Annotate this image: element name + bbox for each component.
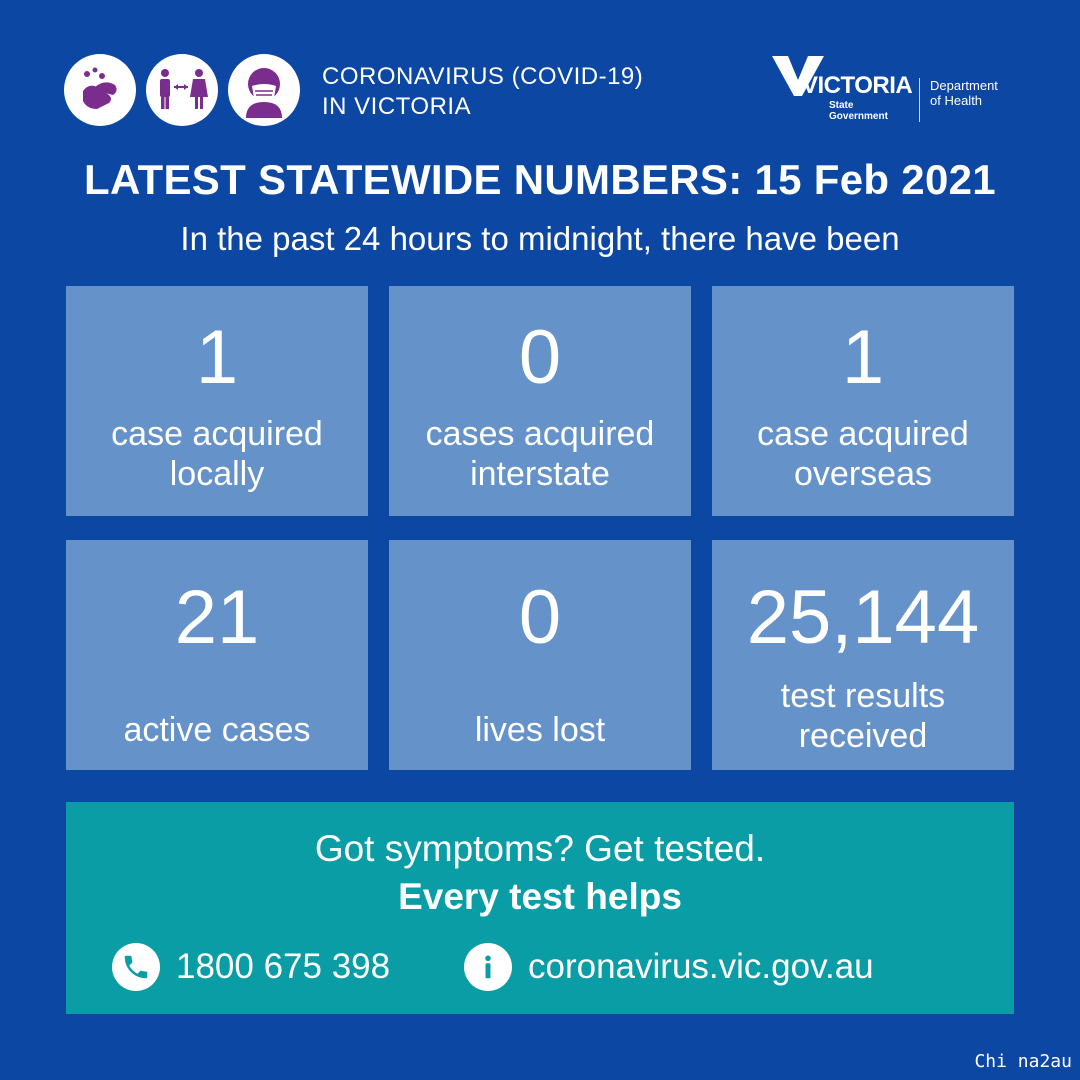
brand-line-2: IN VICTORIA (322, 93, 472, 120)
government-label: Government (829, 111, 888, 122)
stat-label-line-2: interstate (470, 455, 610, 493)
stat-label (781, 676, 945, 756)
victoria-wordmark: VICTORIA (802, 72, 913, 99)
watermark: Chi na2au (974, 1051, 1072, 1072)
stat-value: 21 (174, 575, 260, 660)
header (64, 52, 1019, 132)
stat-label-line-1: case acquired (757, 415, 969, 453)
stat-value: 0 (518, 315, 562, 400)
stat-value: 25,144 (746, 575, 980, 660)
website-link[interactable]: coronavirus.vic.gov.au (528, 947, 874, 986)
stat-label-line-1: test results (780, 677, 946, 715)
info-icon (464, 943, 512, 991)
stat-tile-lives-lost (389, 540, 691, 770)
banner-tagline: Every test helps (398, 876, 682, 917)
stat-value: 1 (195, 315, 239, 400)
stat-label-line-2: locally (169, 455, 265, 493)
phone-contact[interactable] (112, 942, 390, 992)
of-health-label: of Health (930, 93, 983, 108)
stat-label-line-1: case acquired (111, 415, 323, 453)
website-contact[interactable] (464, 942, 874, 992)
state-government-label (829, 100, 888, 122)
stat-tile-locally (66, 286, 368, 516)
department-label: Department (930, 78, 998, 93)
testing-banner (66, 802, 1014, 1014)
victoria-government-logo (772, 54, 1022, 130)
face-mask-icon (228, 54, 300, 126)
handwashing-icon (64, 54, 136, 126)
distancing-icon (146, 54, 218, 126)
stat-label (111, 414, 323, 494)
phone-icon (112, 943, 160, 991)
stat-tile-interstate (389, 286, 691, 516)
phone-number[interactable]: 1800 675 398 (176, 947, 391, 986)
page-title: LATEST STATEWIDE NUMBERS: 15 Feb 2021 (84, 156, 996, 203)
banner-headline: Got symptoms? Get tested. (314, 828, 766, 869)
brand-title (322, 62, 643, 122)
logo-divider (919, 78, 920, 122)
stat-tile-active-cases (66, 540, 368, 770)
stat-label (426, 414, 655, 494)
stat-label-line-2: overseas (794, 455, 932, 493)
stat-label-line-2: received (798, 717, 928, 755)
stat-label (757, 414, 969, 494)
brand-line-1: CORONAVIRUS (COVID-19) (322, 63, 644, 90)
stat-value: 0 (518, 575, 562, 660)
department-of-health-label (930, 78, 998, 108)
stat-tile-test-results (712, 540, 1014, 770)
stat-label-line-1: cases acquired (425, 415, 655, 453)
state-label: State (829, 100, 854, 111)
page-subtitle: In the past 24 hours to midnight, there have been (180, 220, 900, 257)
stat-tile-overseas (712, 286, 1014, 516)
stat-value: 1 (841, 315, 885, 400)
stat-label: lives lost (474, 711, 606, 749)
stat-label: active cases (123, 711, 311, 749)
